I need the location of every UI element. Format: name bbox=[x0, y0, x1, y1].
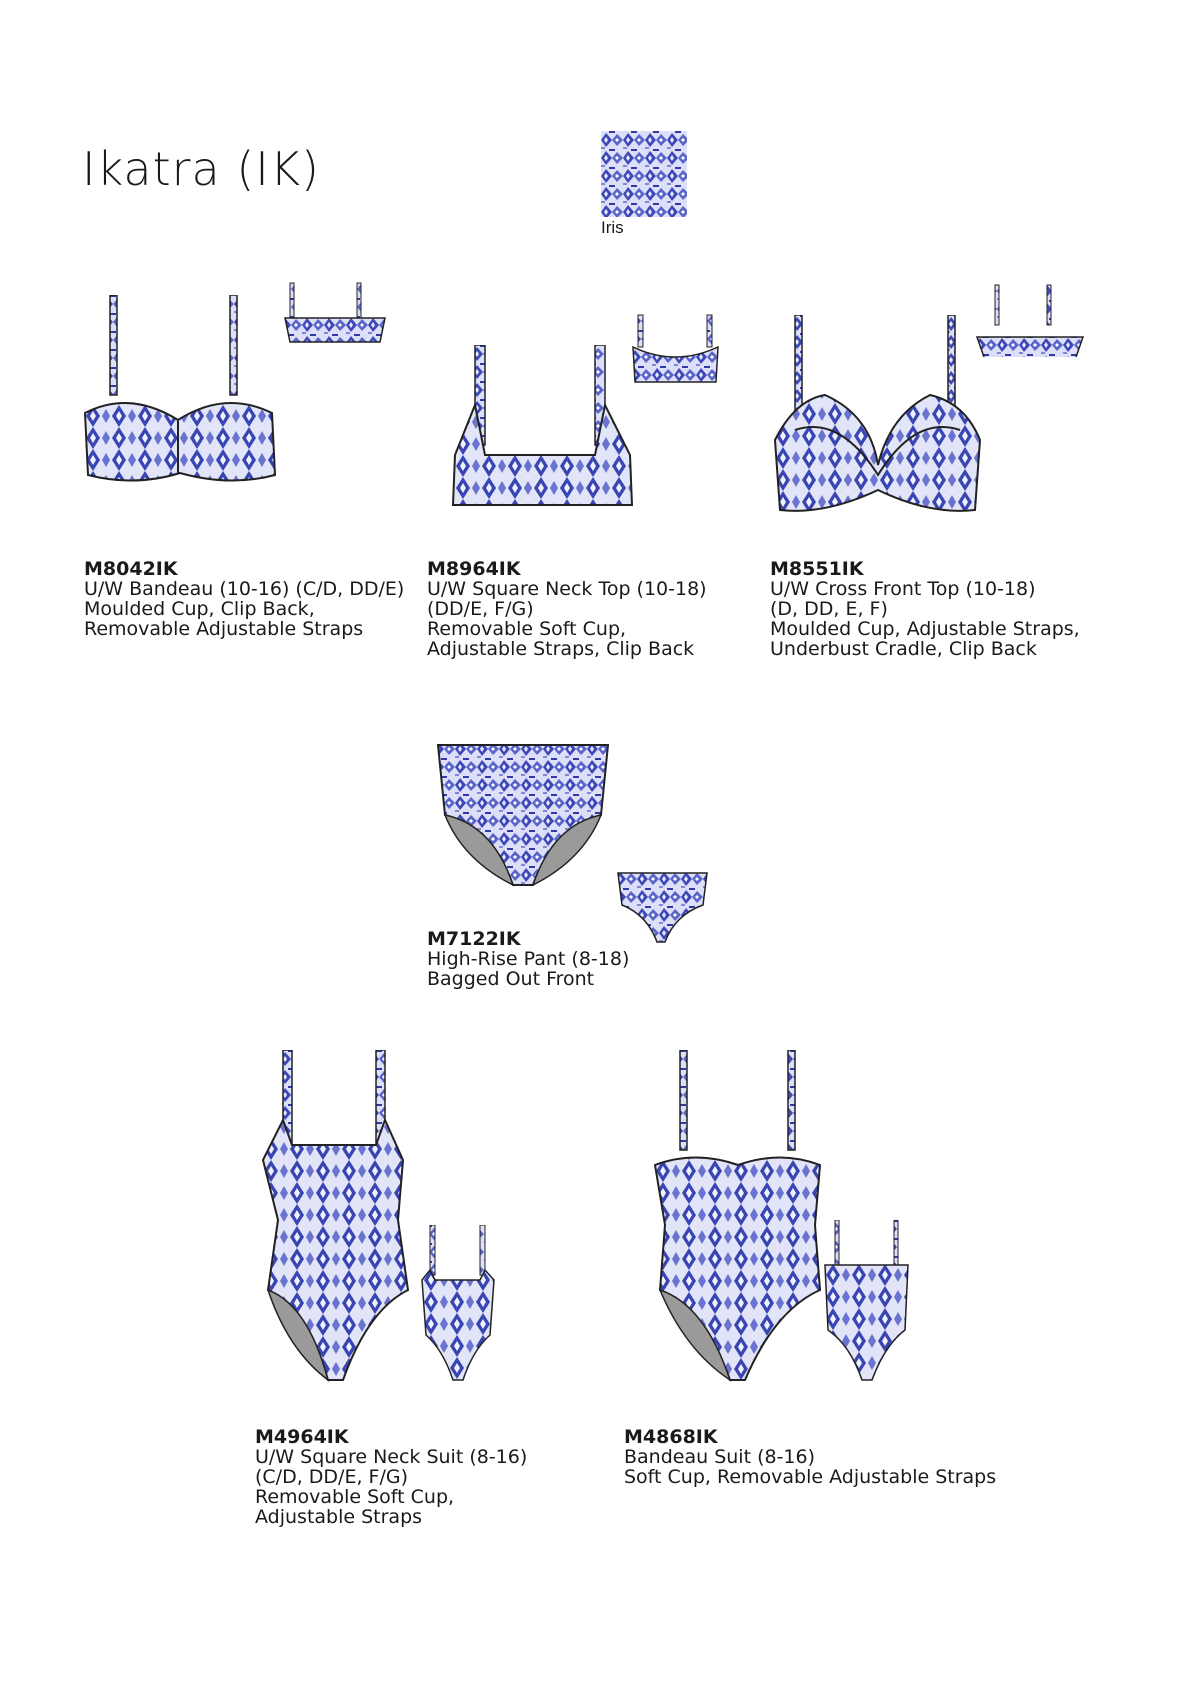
product-code: M4964IK bbox=[255, 1426, 349, 1448]
bandeau-bikini-top-illustration bbox=[80, 295, 310, 490]
product-line: Soft Cup, Removable Adjustable Straps bbox=[624, 1466, 997, 1488]
square-neck-top-back-view-illustration bbox=[630, 312, 722, 387]
product-line: Removable Soft Cup, bbox=[427, 618, 627, 640]
product-line: (D, DD, E, F) bbox=[770, 598, 888, 620]
product-line: Adjustable Straps, Clip Back bbox=[427, 638, 695, 660]
swatch-label: Iris bbox=[601, 218, 624, 237]
fabric-swatch bbox=[601, 131, 689, 236]
product-caption-m7122ik bbox=[427, 929, 629, 989]
product-line: Underbust Cradle, Clip Back bbox=[770, 638, 1037, 660]
high-rise-pant-illustration bbox=[433, 740, 613, 890]
square-neck-suit-back-view-illustration bbox=[418, 1225, 498, 1385]
product-code: M8964IK bbox=[427, 558, 521, 580]
product-caption-m8964ik bbox=[427, 559, 707, 659]
product-line: (C/D, DD/E, F/G) bbox=[255, 1466, 409, 1488]
cross-front-back-view-illustration bbox=[975, 282, 1085, 357]
product-code: M8551IK bbox=[770, 558, 864, 580]
bandeau-suit-illustration bbox=[650, 1050, 825, 1385]
product-caption-m4868ik bbox=[624, 1427, 996, 1487]
product-code: M4868IK bbox=[624, 1426, 718, 1448]
bandeau-back-view-illustration bbox=[280, 280, 390, 350]
product-line: Adjustable Straps bbox=[255, 1506, 423, 1528]
product-caption-m8042ik bbox=[84, 559, 404, 639]
product-line: Bagged Out Front bbox=[427, 968, 595, 990]
product-line: (DD/E, F/G) bbox=[427, 598, 534, 620]
product-line: Removable Adjustable Straps bbox=[84, 618, 364, 640]
product-line: U/W Bandeau (10-16) (C/D, DD/E) bbox=[84, 578, 405, 600]
product-line: U/W Cross Front Top (10-18) bbox=[770, 578, 1036, 600]
square-neck-top-illustration bbox=[450, 345, 650, 510]
cross-front-top-illustration bbox=[770, 315, 985, 515]
page-title: Ikatra (IK) bbox=[82, 142, 320, 196]
product-line: Moulded Cup, Adjustable Straps, bbox=[770, 618, 1080, 640]
product-line: Removable Soft Cup, bbox=[255, 1486, 455, 1508]
bandeau-suit-back-view-illustration bbox=[820, 1220, 915, 1385]
product-caption-m4964ik bbox=[255, 1427, 527, 1527]
ikat-swatch-image bbox=[601, 131, 687, 217]
product-line: U/W Square Neck Top (10-18) bbox=[427, 578, 707, 600]
product-line: Bandeau Suit (8-16) bbox=[624, 1446, 816, 1468]
product-caption-m8551ik bbox=[770, 559, 1080, 659]
product-code: M7122IK bbox=[427, 928, 521, 950]
product-line: U/W Square Neck Suit (8-16) bbox=[255, 1446, 528, 1468]
square-neck-suit-illustration bbox=[258, 1050, 423, 1385]
product-line: Moulded Cup, Clip Back, bbox=[84, 598, 315, 620]
product-line: High-Rise Pant (8-18) bbox=[427, 948, 630, 970]
product-code: M8042IK bbox=[84, 558, 178, 580]
